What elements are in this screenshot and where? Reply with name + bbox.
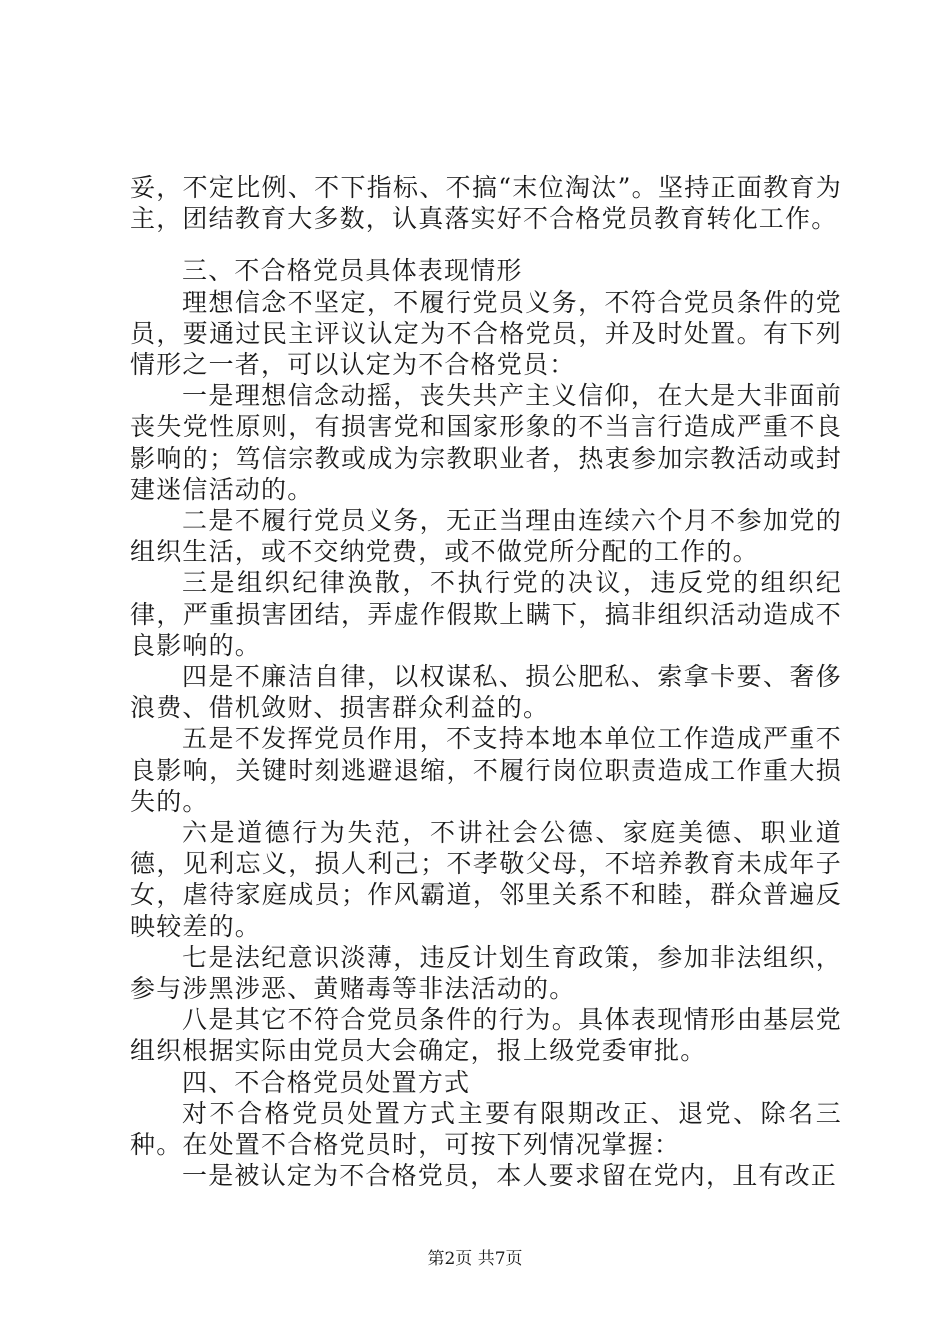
paragraph-continuation: 妥，不定比例、不下指标、不搞“末位淘汰”。坚持正面教育为主，团结教育大多数，认真落实好不合格党员教育转化工作。 (130, 173, 842, 234)
paragraph-item-4: 四是不廉洁自律，以权谋私、损公肥私、索拿卡要、奢侈浪费、借机敛财、损害群众利益的。 (130, 662, 842, 723)
section-heading-4: 四、不合格党员处置方式 (182, 1067, 471, 1097)
paragraph-item-2: 二是不履行党员义务，无正当理由连续六个月不参加党的组织生活，或不交纳党费，或不做党所分配的工作的。 (130, 506, 842, 567)
section-heading-3: 三、不合格党员具体表现情形 (182, 256, 523, 286)
paragraph-item-5: 五是不发挥党员作用，不支持本地本单位工作造成严重不良影响，关键时刻逃避退缩，不履行岗位职责造成工作重大损失的。 (130, 724, 842, 816)
paragraph-item-8: 八是其它不符合党员条件的行为。具体表现情形由基层党组织根据实际由党员大会确定，报上级党委审批。 (130, 1005, 842, 1066)
paragraph-disposal-intro: 对不合格党员处置方式主要有限期改正、退党、除名三种。在处置不合格党员时，可按下列情况掌握： (130, 1098, 842, 1160)
document-body (130, 172, 842, 1192)
paragraph-disposal-item-1: 一是被认定为不合格党员，本人要求留在党内，且有改正 (182, 1161, 838, 1191)
page-number-footer: 第2页 共7页 (427, 1249, 523, 1269)
paragraph-item-1: 一是理想信念动摇，丧失共产主义信仰，在大是大非面前丧失党性原则，有损害党和国家形象的不当言行造成严重不良影响的；笃信宗教或成为宗教职业者，热衷参加宗教活动或封建迷信活动的。 (130, 381, 842, 504)
paragraph-intro: 理想信念不坚定，不履行党员义务，不符合党员条件的党员，要通过民主评议认定为不合格党员，并及时处置。有下列情形之一者，可以认定为不合格党员： (130, 287, 842, 380)
paragraph-item-3: 三是组织纪律涣散，不执行党的决议，违反党的组织纪律，严重损害团结，弄虚作假欺上瞒下，搞非组织活动造成不良影响的。 (130, 568, 842, 660)
paragraph-item-7: 七是法纪意识淡薄，违反计划生育政策，参加非法组织，参与涉黑涉恶、黄赌毒等非法活动的。 (130, 942, 842, 1004)
paragraph-item-6: 六是道德行为失范，不讲社会公德、家庭美德、职业道德，见利忘义，损人利己；不孝敬父母，不培养教育未成年子女，虐待家庭成员；作风霸道，邻里关系不和睦，群众普遍反映较差的。 (130, 818, 842, 941)
